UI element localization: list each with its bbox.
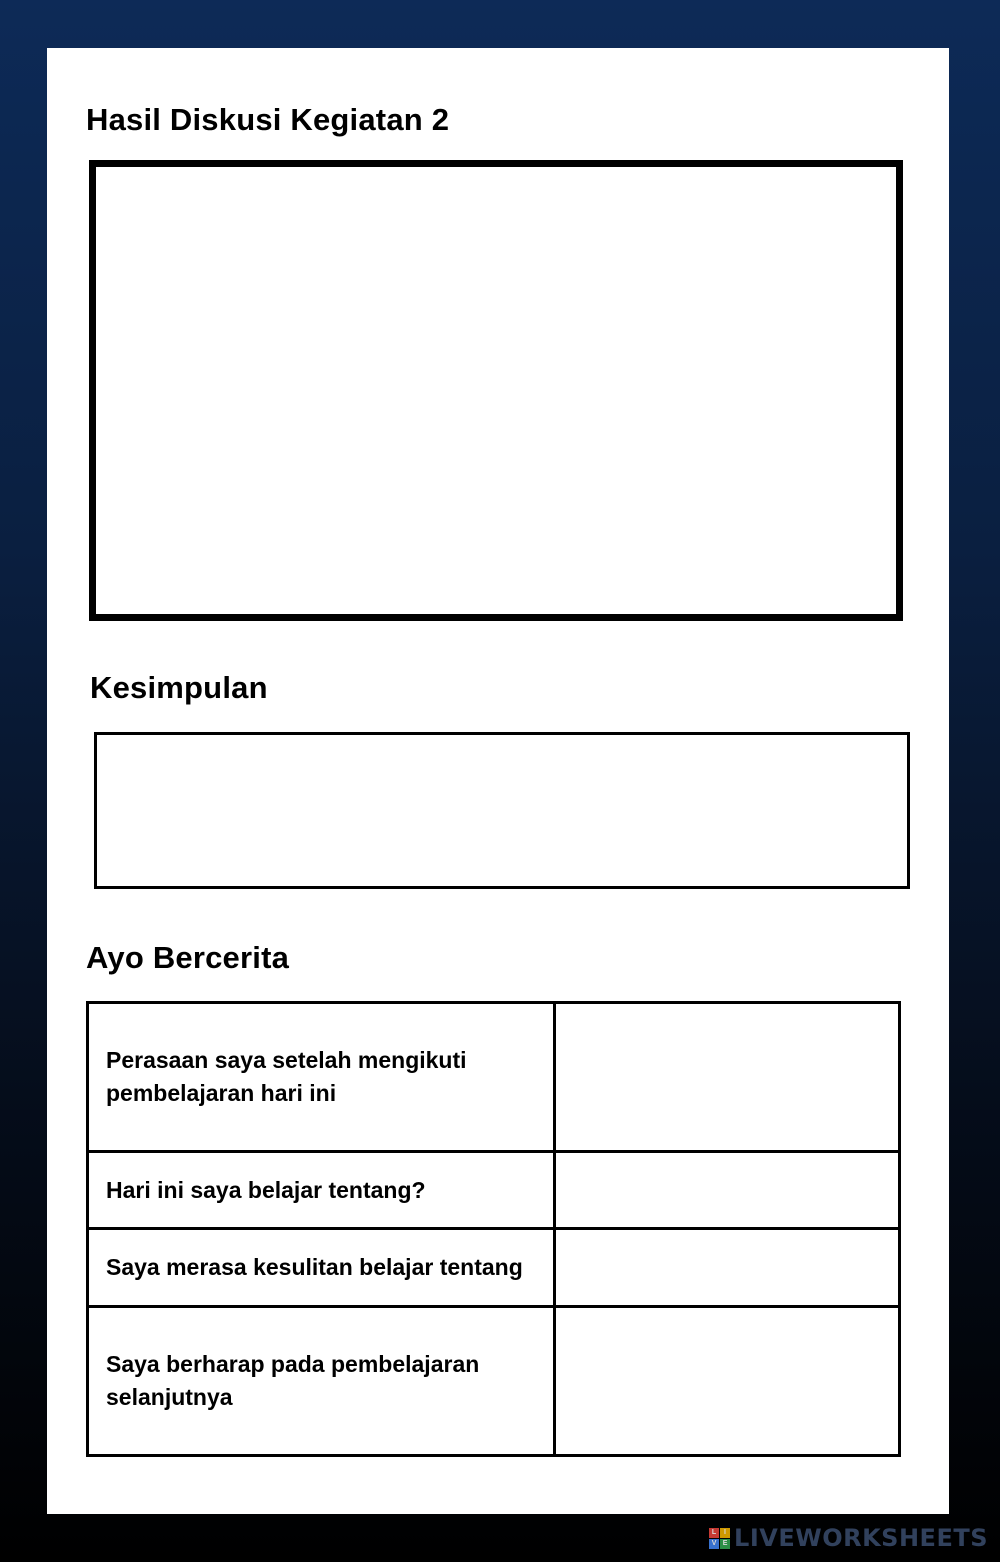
difficulty-answer-cell[interactable] <box>555 1229 900 1307</box>
liveworksheets-logo-icon <box>709 1528 730 1549</box>
hope-prompt: Saya berharap pada pembelajaran selanjutnya <box>88 1307 555 1456</box>
reflection-table <box>86 1001 901 1457</box>
learned-topic-answer-cell[interactable] <box>555 1151 900 1229</box>
feeling-prompt: Perasaan saya setelah mengikuti pembelajaran hari ini <box>88 1003 555 1152</box>
table-row <box>88 1307 900 1456</box>
liveworksheets-watermark <box>709 1524 988 1552</box>
story-heading: Ayo Bercerita <box>86 940 290 975</box>
worksheet-page <box>47 48 949 1514</box>
logo-letter: L <box>709 1528 719 1538</box>
table-row <box>88 1003 900 1152</box>
watermark-text: LIVEWORKSHEETS <box>734 1524 988 1552</box>
discussion-answer-box[interactable] <box>89 160 903 621</box>
discussion-heading: Hasil Diskusi Kegiatan 2 <box>86 102 450 137</box>
logo-letter: V <box>709 1539 719 1549</box>
difficulty-prompt: Saya merasa kesulitan belajar tentang <box>88 1229 555 1307</box>
conclusion-answer-box[interactable] <box>94 732 910 889</box>
table-row <box>88 1229 900 1307</box>
logo-letter: E <box>720 1539 730 1549</box>
table-row <box>88 1151 900 1229</box>
logo-letter: I <box>720 1528 730 1538</box>
conclusion-heading: Kesimpulan <box>90 670 268 705</box>
learned-topic-prompt: Hari ini saya belajar tentang? <box>88 1151 555 1229</box>
hope-answer-cell[interactable] <box>555 1307 900 1456</box>
feeling-answer-cell[interactable] <box>555 1003 900 1152</box>
